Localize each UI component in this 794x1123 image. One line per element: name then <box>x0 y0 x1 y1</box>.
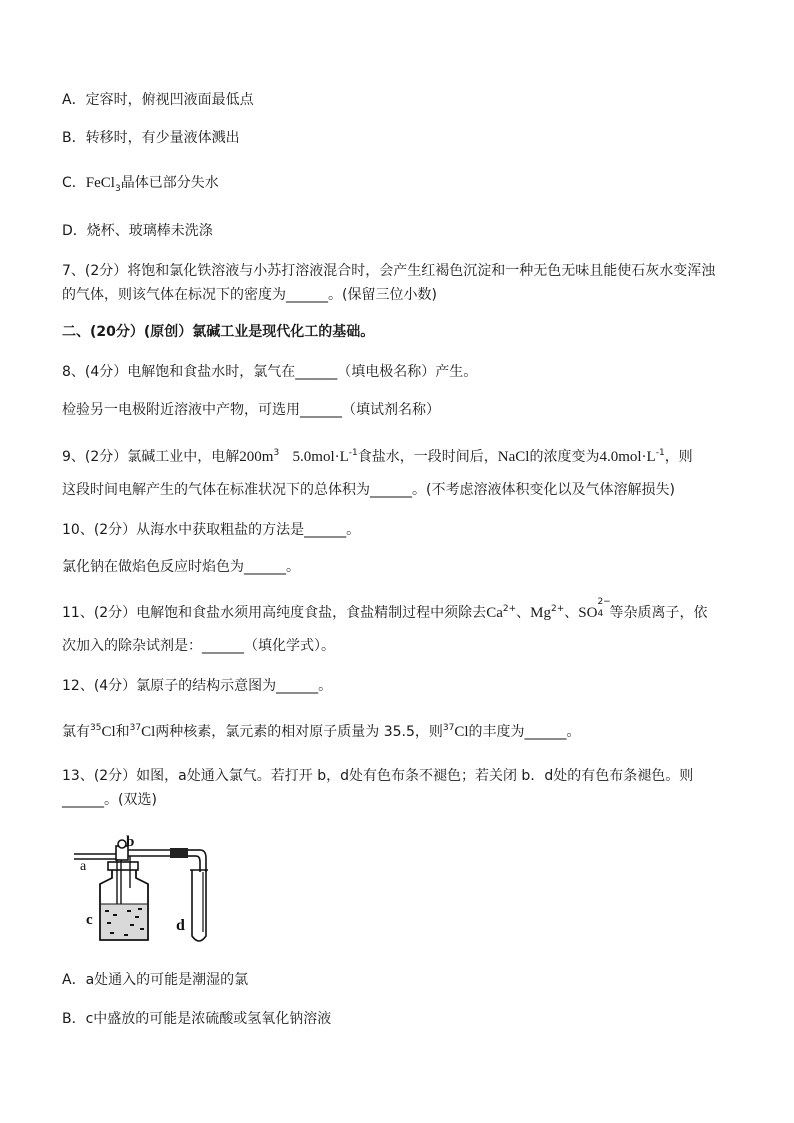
question-12-prefix: 氯有 <box>62 724 90 740</box>
option-6a: A．定容时，俯视凹液面最低点 <box>62 92 254 108</box>
test-tube <box>192 870 206 941</box>
question-11-suffix: 等杂质离子，依 <box>609 605 708 621</box>
option-6c-suffix: 晶体已部分失水 <box>120 175 219 191</box>
question-11-prefix: 11、(2分）电解饱和食盐水须用高纯度食盐，食盐精制过程中须除去 <box>62 605 487 621</box>
question-12-line2 <box>62 722 581 744</box>
question-8-line2: 检验另一电极附近溶液中产物，可选用______（填试剂名称） <box>62 402 440 418</box>
option-6c <box>62 173 219 195</box>
question-9-line2: 这段时间电解产生的气体在标准状况下的总体积为______。(不考虑溶液体积变化以及气体溶解损失) <box>62 482 675 498</box>
question-13-line2: ______。(双选) <box>62 792 157 808</box>
label-d: d <box>176 917 185 934</box>
option-6b: B．转移时，有少量液体溅出 <box>62 130 240 146</box>
question-7-line1: 7、(2分）将饱和氯化铁溶液与小苏打溶液混合时，会产生红褐色沉淀和一种无色无味且能使石灰水变浑浊 <box>62 263 716 279</box>
ion-magnesium-charge: 2+ <box>550 604 565 614</box>
ion-sulfate: SO <box>578 605 598 621</box>
ion-sulfate-charge: 2− <box>597 597 611 607</box>
isotope-37-symbol: Cl <box>141 724 156 740</box>
question-9-line1 <box>62 447 693 469</box>
question-9-mid: 食盐水，一段时间后， <box>357 449 498 465</box>
question-13-line1: 13、(2分）如图，a处通入氯气。若打开 b，d处有色布条不褪色；若关闭 b．d处的有色布条褪色。则 <box>62 768 694 784</box>
rubber-joint <box>170 848 188 858</box>
label-b: b <box>126 834 135 850</box>
concentration-2: 4.0mol·L <box>599 449 656 465</box>
apparatus-diagram <box>72 832 222 954</box>
question-11-line1 <box>62 597 708 625</box>
volume-exponent: 3 <box>273 448 280 458</box>
question-12-mid2: 两种核素，氯元素的相对原子质量为 35.5，则 <box>155 724 443 740</box>
question-12-suffix: 的丰度为______。 <box>468 724 581 740</box>
isotope-37-mass: 37 <box>129 723 142 733</box>
concentration-1-exponent: -1 <box>348 448 358 458</box>
question-12-mid1: 和 <box>115 724 130 740</box>
formula-fecl3: FeCl <box>85 175 115 191</box>
stopcock-knob <box>118 840 126 848</box>
question-8-line1: 8、(4分）电解饱和食盐水时，氯气在______（填电极名称）产生。 <box>62 364 478 380</box>
isotope-37-symbol-2: Cl <box>454 724 469 740</box>
question-12-line1: 12、(4分）氯原子的结构示意图为______。 <box>62 678 333 694</box>
isotope-37-mass-2: 37 <box>442 723 455 733</box>
ion-magnesium: Mg <box>530 605 551 621</box>
question-9-mid2: 的浓度变为 <box>529 449 600 465</box>
label-a: a <box>80 859 87 874</box>
formula-nacl: NaCl <box>497 449 530 465</box>
concentration-1: 5.0mol·L <box>292 449 349 465</box>
ion-separator-2: 、 <box>564 605 579 621</box>
option-13a: A．a处通入的可能是潮湿的氯 <box>62 972 249 988</box>
label-c: c <box>86 912 93 928</box>
concentration-2-exponent: -1 <box>655 448 665 458</box>
isotope-35-symbol: Cl <box>101 724 116 740</box>
bottle-stopper <box>108 862 138 870</box>
question-10-line2: 氯化钠在做焰色反应时焰色为______。 <box>62 559 300 575</box>
ion-calcium-charge: 2+ <box>502 604 517 614</box>
option-13b: B．c中盛放的可能是浓硫酸或氢氧化钠溶液 <box>62 1011 332 1027</box>
question-9-suffix: ，则 <box>664 449 693 465</box>
question-9-prefix: 9、(2分）氯碱工业中，电解 <box>62 449 240 465</box>
question-11-line2: 次加入的除杂试剂是：______（填化学式）。 <box>62 638 335 654</box>
option-6c-prefix: C． <box>62 175 86 191</box>
ion-sulfate-scripts <box>597 597 611 619</box>
option-6d: D．烧杯、玻璃棒未洗涤 <box>62 223 213 239</box>
question-10-line1: 10、(2分）从海水中获取粗盐的方法是______。 <box>62 522 361 538</box>
apparatus-svg <box>72 832 222 950</box>
ion-sulfate-subscript: 4 <box>597 609 604 619</box>
formula-fecl3-subscript: 3 <box>114 184 121 194</box>
isotope-35-mass: 35 <box>90 723 102 733</box>
ion-calcium: Ca <box>486 605 503 621</box>
question-7-line2: 的气体，则该气体在标况下的密度为______。(保留三位小数) <box>62 287 437 303</box>
ion-separator-1: 、 <box>516 605 531 621</box>
section-2-title: 二、(20分）(原创）氯碱工业是现代化工的基础。 <box>62 324 375 340</box>
volume-value: 200m <box>239 449 274 465</box>
